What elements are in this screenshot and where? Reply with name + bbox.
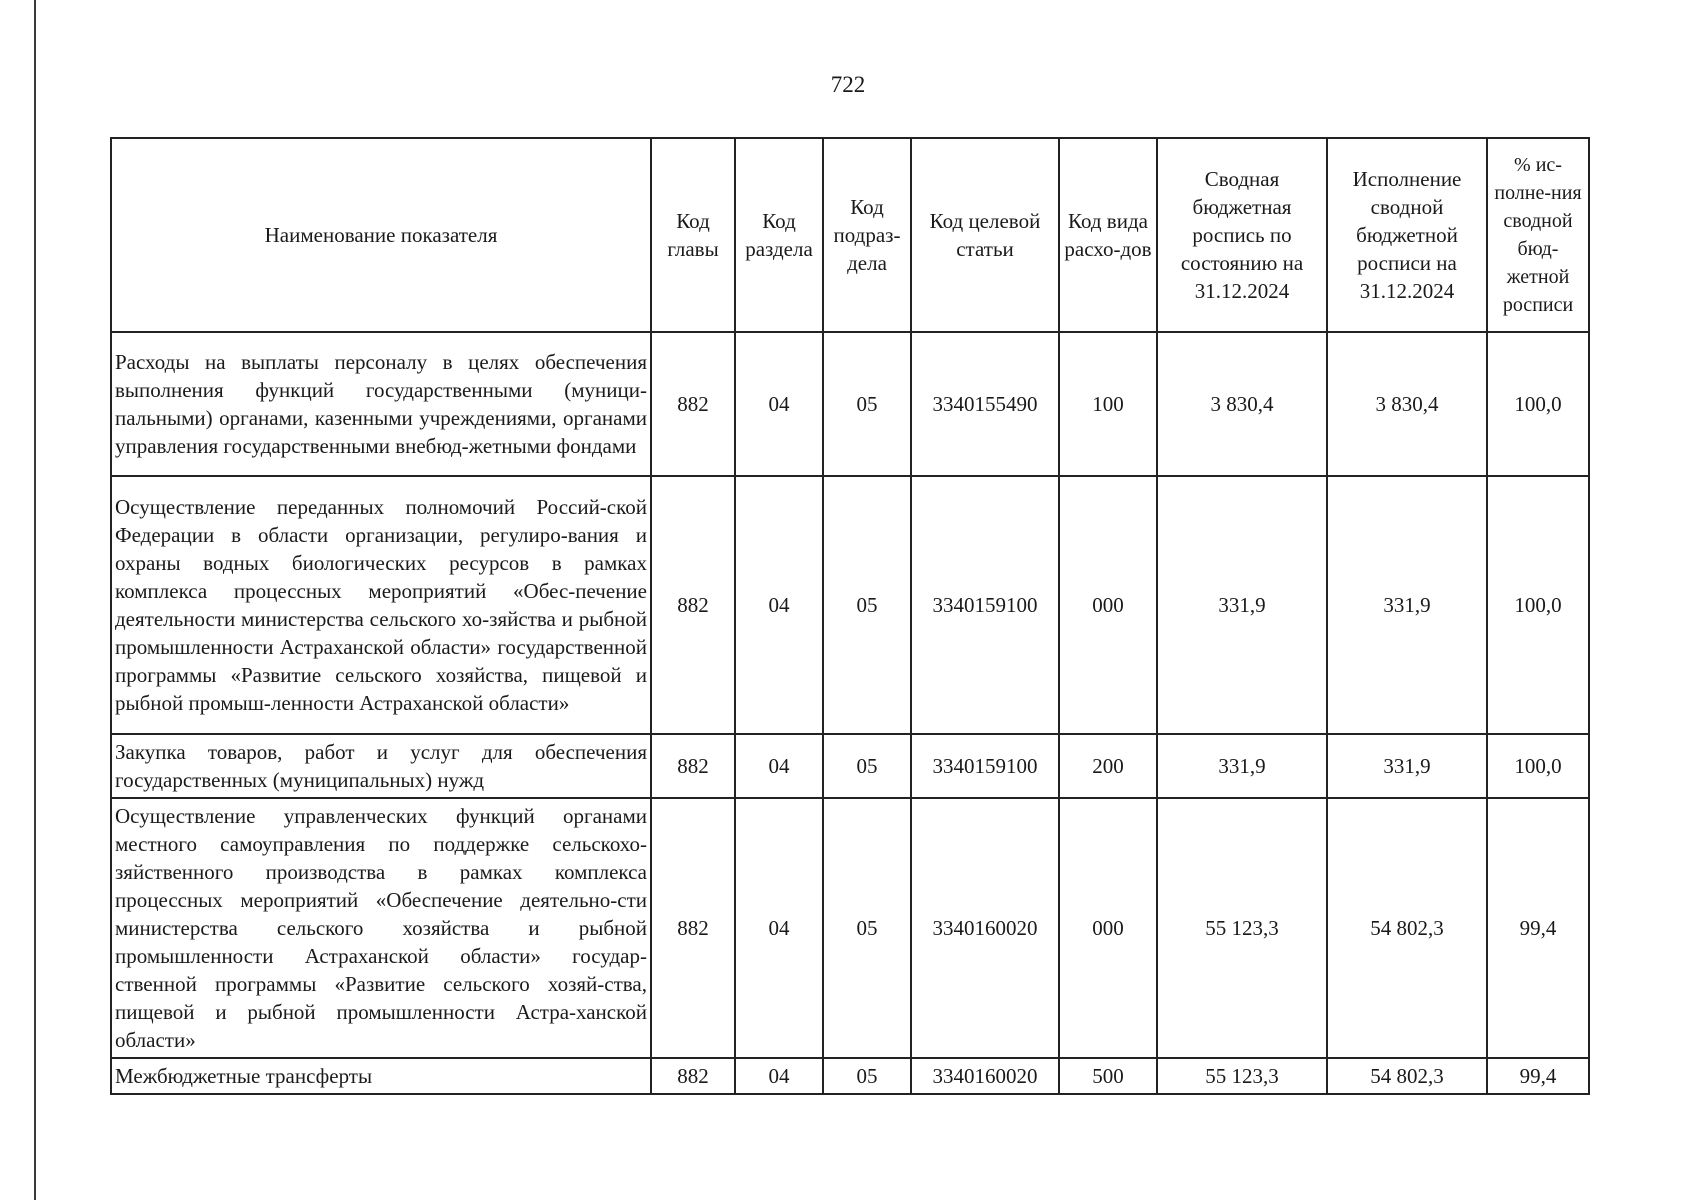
header-expense-kind-code: Код вида расхо-дов bbox=[1059, 138, 1157, 332]
header-execution-percent: % ис-полне-ния сводной бюд-жетной росписи bbox=[1487, 138, 1589, 332]
header-execution-amount: Исполнение сводной бюджетной росписи на 31.12.2024 bbox=[1327, 138, 1487, 332]
table-row bbox=[111, 476, 1589, 734]
row-execution-percent: 99,4 bbox=[1487, 798, 1589, 1058]
row-execution-amount: 54 802,3 bbox=[1327, 798, 1487, 1058]
row-section-code: 04 bbox=[735, 1058, 823, 1094]
header-indicator-name: Наименование показателя bbox=[111, 138, 651, 332]
row-indicator-name: Осуществление управленческих функций органами местного самоуправления по поддержке сельскохо-зяйственного производства в рамках комплекса процессных мероприятий «Обеспечение деятельно-сти министерства сельского хозяйства и рыбной промышленности Астраханской области» государ-ственной программы «Развитие сельского хозяй-ства, пищевой и рыбной промышленности Астра-ханской области» bbox=[111, 798, 651, 1058]
row-expense-kind-code: 500 bbox=[1059, 1058, 1157, 1094]
header-subsection-code: Код подраз-дела bbox=[823, 138, 911, 332]
table-header-row bbox=[111, 138, 1589, 332]
header-section-code: Код раздела bbox=[735, 138, 823, 332]
row-expense-kind-code: 000 bbox=[1059, 476, 1157, 734]
row-execution-amount: 3 830,4 bbox=[1327, 332, 1487, 476]
table-row bbox=[111, 734, 1589, 798]
row-execution-percent: 100,0 bbox=[1487, 332, 1589, 476]
page-margin-line bbox=[34, 0, 36, 1200]
row-plan-amount: 331,9 bbox=[1157, 476, 1327, 734]
row-subsection-code: 05 bbox=[823, 734, 911, 798]
row-chapter-code: 882 bbox=[651, 798, 735, 1058]
row-target-code: 3340159100 bbox=[911, 476, 1059, 734]
row-plan-amount: 55 123,3 bbox=[1157, 798, 1327, 1058]
row-subsection-code: 05 bbox=[823, 798, 911, 1058]
row-section-code: 04 bbox=[735, 476, 823, 734]
table-row bbox=[111, 1058, 1589, 1094]
header-target-code: Код целевой статьи bbox=[911, 138, 1059, 332]
row-section-code: 04 bbox=[735, 332, 823, 476]
row-indicator-name: Расходы на выплаты персоналу в целях обеспечения выполнения функций государственными (муници-пальными) органами, казенными учреждениями, органами управления государственными внебюд-жетными фондами bbox=[111, 332, 651, 476]
row-subsection-code: 05 bbox=[823, 1058, 911, 1094]
table-row bbox=[111, 798, 1589, 1058]
row-subsection-code: 05 bbox=[823, 476, 911, 734]
row-chapter-code: 882 bbox=[651, 476, 735, 734]
row-chapter-code: 882 bbox=[651, 1058, 735, 1094]
page-number: 722 bbox=[830, 72, 866, 97]
row-target-code: 3340155490 bbox=[911, 332, 1059, 476]
row-expense-kind-code: 000 bbox=[1059, 798, 1157, 1058]
row-execution-amount: 331,9 bbox=[1327, 734, 1487, 798]
row-section-code: 04 bbox=[735, 734, 823, 798]
row-execution-percent: 100,0 bbox=[1487, 476, 1589, 734]
row-execution-amount: 54 802,3 bbox=[1327, 1058, 1487, 1094]
row-execution-amount: 331,9 bbox=[1327, 476, 1487, 734]
row-execution-percent: 100,0 bbox=[1487, 734, 1589, 798]
row-expense-kind-code: 100 bbox=[1059, 332, 1157, 476]
table-row bbox=[111, 332, 1589, 476]
row-plan-amount: 3 830,4 bbox=[1157, 332, 1327, 476]
header-chapter-code: Код главы bbox=[651, 138, 735, 332]
budget-execution-table bbox=[110, 137, 1590, 1095]
row-target-code: 3340160020 bbox=[911, 1058, 1059, 1094]
row-chapter-code: 882 bbox=[651, 734, 735, 798]
row-target-code: 3340160020 bbox=[911, 798, 1059, 1058]
row-chapter-code: 882 bbox=[651, 332, 735, 476]
row-plan-amount: 331,9 bbox=[1157, 734, 1327, 798]
row-plan-amount: 55 123,3 bbox=[1157, 1058, 1327, 1094]
row-expense-kind-code: 200 bbox=[1059, 734, 1157, 798]
row-section-code: 04 bbox=[735, 798, 823, 1058]
row-execution-percent: 99,4 bbox=[1487, 1058, 1589, 1094]
header-plan-amount: Сводная бюджетная роспись по состоянию на 31.12.2024 bbox=[1157, 138, 1327, 332]
row-indicator-name: Закупка товаров, работ и услуг для обеспечения государственных (муниципальных) нужд bbox=[111, 734, 651, 798]
row-indicator-name: Межбюджетные трансферты bbox=[111, 1058, 651, 1094]
row-indicator-name: Осуществление переданных полномочий Россий-ской Федерации в области организации, регулиро-вания и охраны водных биологических ресурсов в рамках комплекса процессных мероприятий «Обес-печение деятельности министерства сельского хо-зяйства и рыбной промышленности Астраханской области» государственной программы «Развитие сельского хозяйства, пищевой и рыбной промыш-ленности Астраханской области» bbox=[111, 476, 651, 734]
row-subsection-code: 05 bbox=[823, 332, 911, 476]
row-target-code: 3340159100 bbox=[911, 734, 1059, 798]
